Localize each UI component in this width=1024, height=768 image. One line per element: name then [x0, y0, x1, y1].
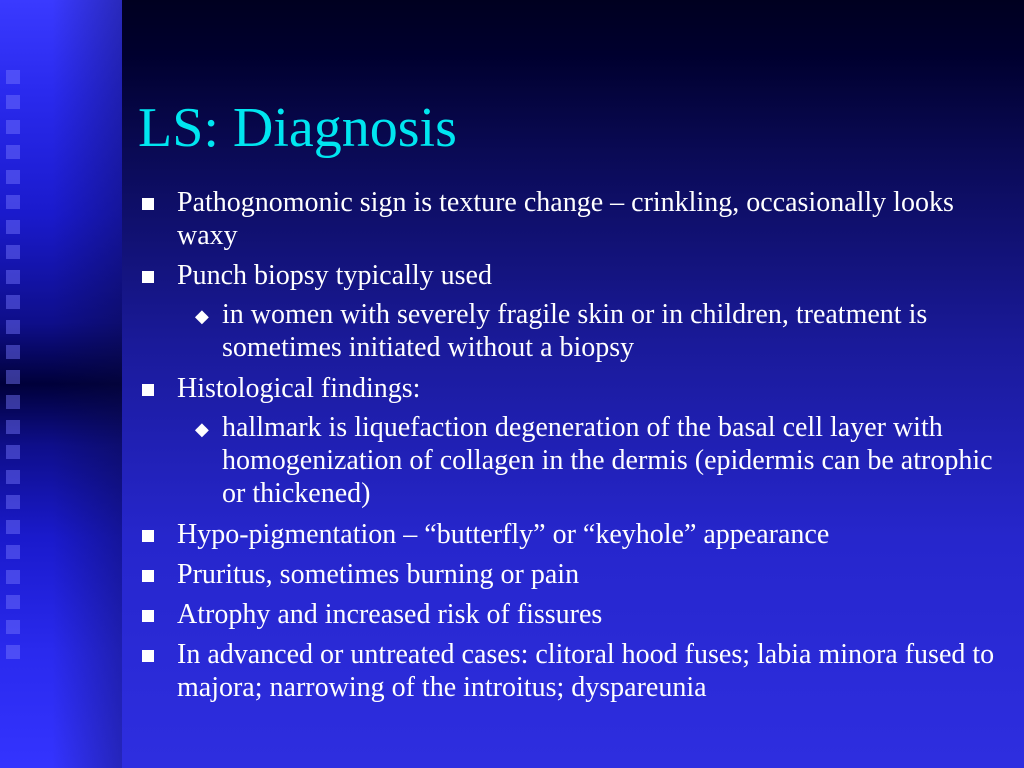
sub-bullet-text: in women with severely fragile skin or in children, treatment is sometimes initiated without a biopsy [222, 299, 928, 363]
bullet-text: Pathognomonic sign is texture change – crinkling, occasionally looks waxy [177, 187, 954, 251]
bullet-text: Histological findings: [177, 373, 421, 404]
square-bullet-icon [142, 610, 154, 622]
square-bullet-icon [142, 384, 154, 396]
diamond-bullet-icon: ◆ [195, 306, 209, 326]
sub-bullet-item [140, 298, 1000, 364]
square-bullet-icon [142, 650, 154, 662]
bullet-item [140, 259, 1000, 292]
diamond-bullet-icon: ◆ [195, 419, 209, 439]
sub-bullet-item [140, 411, 1000, 510]
bullet-text: In advanced or untreated cases: clitoral hood fuses; labia minora fused to majora; narrowing of the introitus; dyspareunia [177, 639, 995, 703]
bullet-text: Atrophy and increased risk of fissures [177, 599, 603, 630]
bullet-item [140, 598, 1000, 631]
square-bullet-icon [142, 271, 154, 283]
bullet-item [140, 638, 1000, 704]
bullet-item [140, 518, 1000, 551]
slide-title: LS: Diagnosis [138, 97, 457, 159]
square-bullet-icon [142, 530, 154, 542]
decorative-square-column [6, 70, 28, 670]
bullet-item [140, 372, 1000, 405]
bullet-text: Punch biopsy typically used [177, 260, 492, 291]
bullet-text: Pruritus, sometimes burning or pain [177, 559, 580, 590]
bullet-item [140, 558, 1000, 591]
square-bullet-icon [142, 570, 154, 582]
bullet-text: Hypo-pigmentation – “butterfly” or “keyhole” appearance [177, 519, 830, 550]
decorative-side-band [0, 0, 122, 768]
bullet-item [140, 186, 1000, 252]
slide-body [140, 186, 1000, 711]
square-bullet-icon [142, 198, 154, 210]
sub-bullet-text: hallmark is liquefaction degeneration of the basal cell layer with homogenization of collagen in the dermis (epidermis can be atrophic or thickened) [222, 412, 993, 509]
